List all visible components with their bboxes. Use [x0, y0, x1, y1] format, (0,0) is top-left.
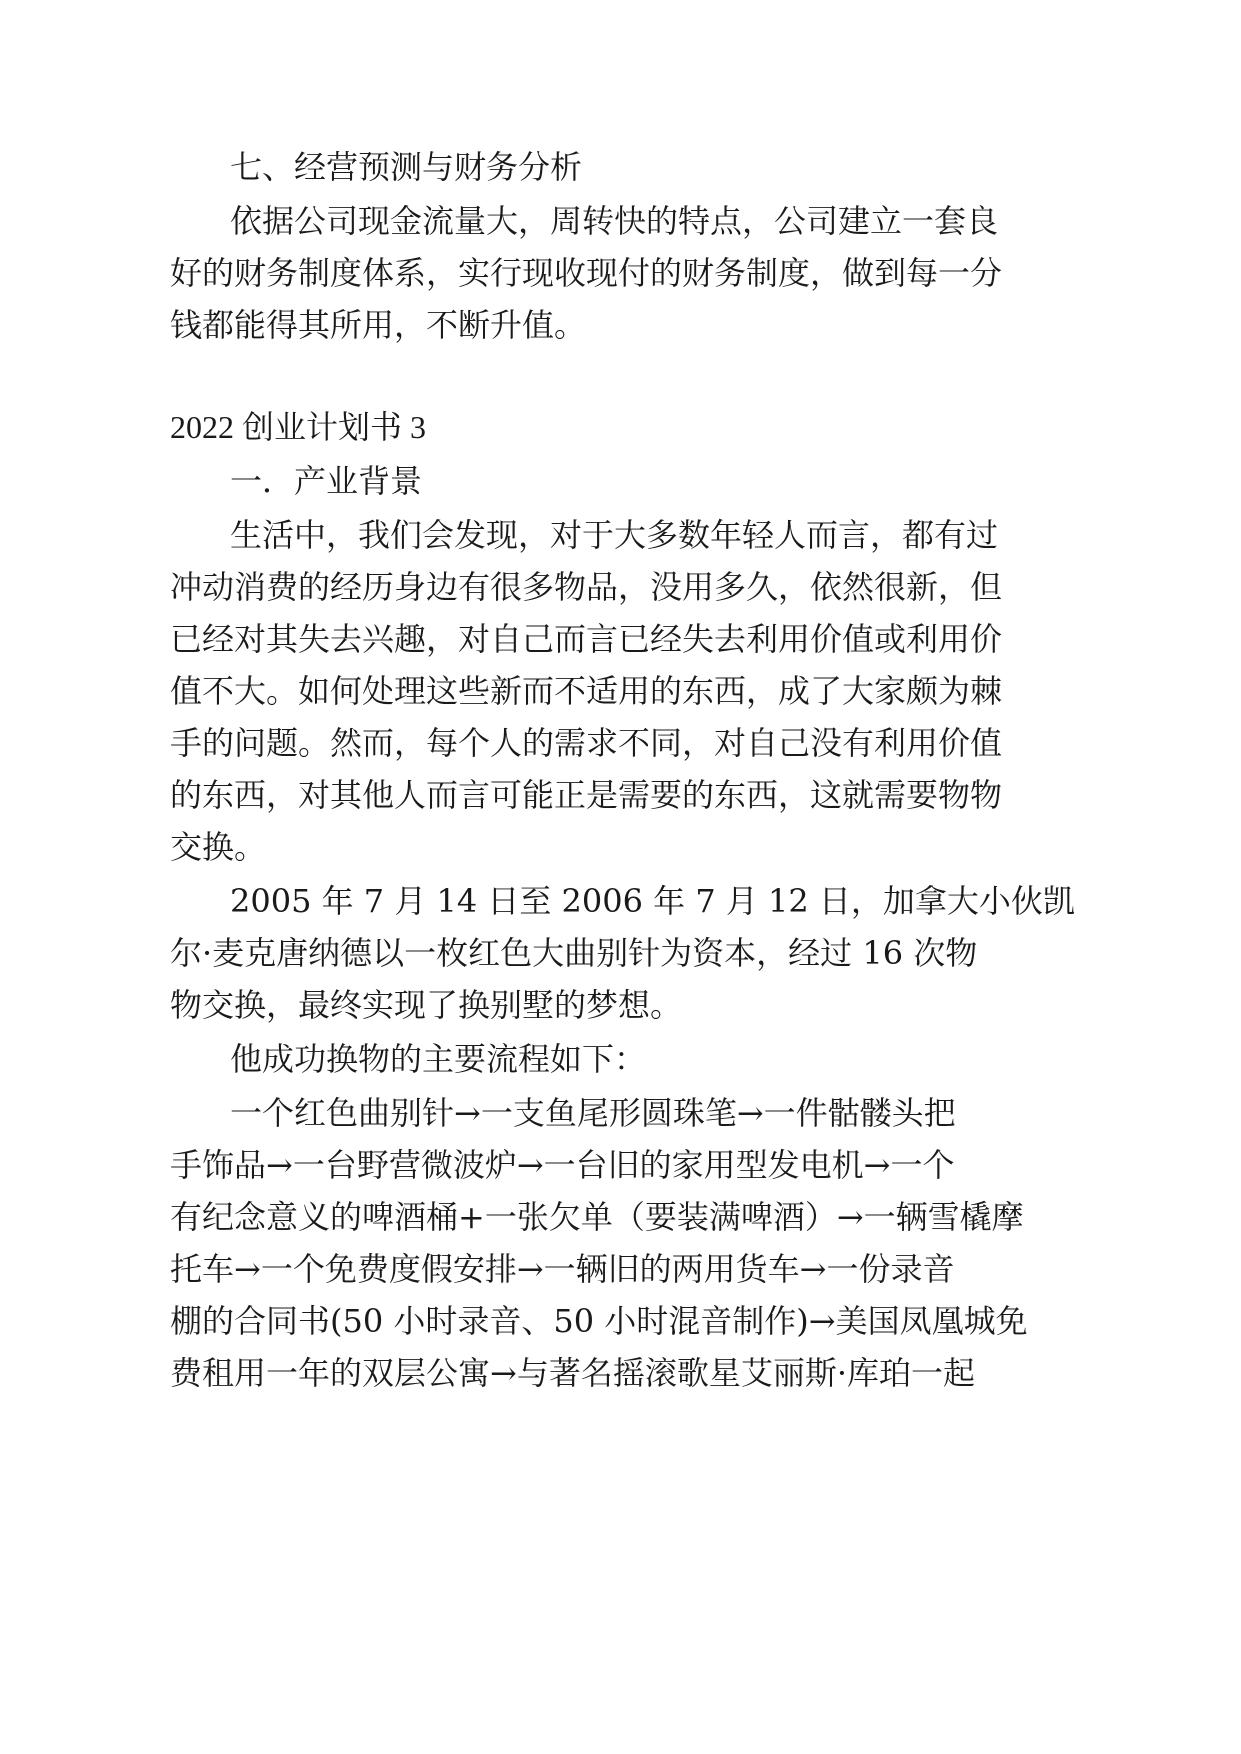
- paragraph-line: 交换。: [170, 828, 267, 866]
- paragraph-line: 依据公司现金流量大，周转快的特点，公司建立一套良: [230, 202, 999, 240]
- document-title: 2022 创业计划书 3: [170, 409, 427, 445]
- paragraph-line: 已经对其失去兴趣，对自己而言已经失去利用价值或利用价: [170, 620, 1003, 658]
- paragraph-line: 一个红色曲别针→一支鱼尾形圆珠笔→一件骷髅头把: [230, 1094, 956, 1132]
- paragraph-line: 他成功换物的主要流程如下：: [230, 1040, 647, 1078]
- paragraph-line: 冲动消费的经历身边有很多物品，没用多久，依然很新，但: [170, 568, 1003, 606]
- paragraph-line: 手饰品→一台野营微波炉→一台旧的家用型发电机→一个: [170, 1146, 955, 1184]
- paragraph-line: 2005 年 7 月 14 日至 2006 年 7 月 12 日，加拿大小伙凯: [230, 882, 1075, 920]
- paragraph-line: 生活中，我们会发现，对于大多数年轻人而言，都有过: [230, 516, 999, 554]
- paragraph-line: 手的问题。然而，每个人的需求不同，对自己没有利用价值: [170, 724, 1003, 762]
- paragraph-line: 物交换，最终实现了换别墅的梦想。: [170, 986, 683, 1024]
- paragraph-line: 有纪念意义的啤酒桶+一张欠单（要装满啤酒）→一辆雪橇摩: [170, 1198, 1024, 1236]
- section-heading: 七、经营预测与财务分析: [230, 148, 583, 186]
- paragraph-line: 值不大。如何处理这些新而不适用的东西，成了大家颇为棘: [170, 672, 1003, 710]
- paragraph-line: 钱都能得其所用，不断升值。: [170, 306, 587, 344]
- paragraph-line: 好的财务制度体系，实行现收现付的财务制度，做到每一分: [170, 254, 1003, 292]
- paragraph-line: 托车→一个免费度假安排→一辆旧的两用货车→一份录音: [170, 1250, 955, 1288]
- paragraph-line: 棚的合同书(50 小时录音、50 小时混音制作)→美国凤凰城免: [170, 1302, 1028, 1340]
- paragraph-line: 的东西，对其他人而言可能正是需要的东西，这就需要物物: [170, 776, 1003, 814]
- paragraph-line: 尔·麦克唐纳德以一枚红色大曲别针为资本，经过 16 次物: [170, 934, 978, 972]
- paragraph-line: 费租用一年的双层公寓→与著名摇滚歌星艾丽斯·库珀一起: [170, 1354, 975, 1392]
- section-heading: 一．产业背景: [230, 462, 423, 500]
